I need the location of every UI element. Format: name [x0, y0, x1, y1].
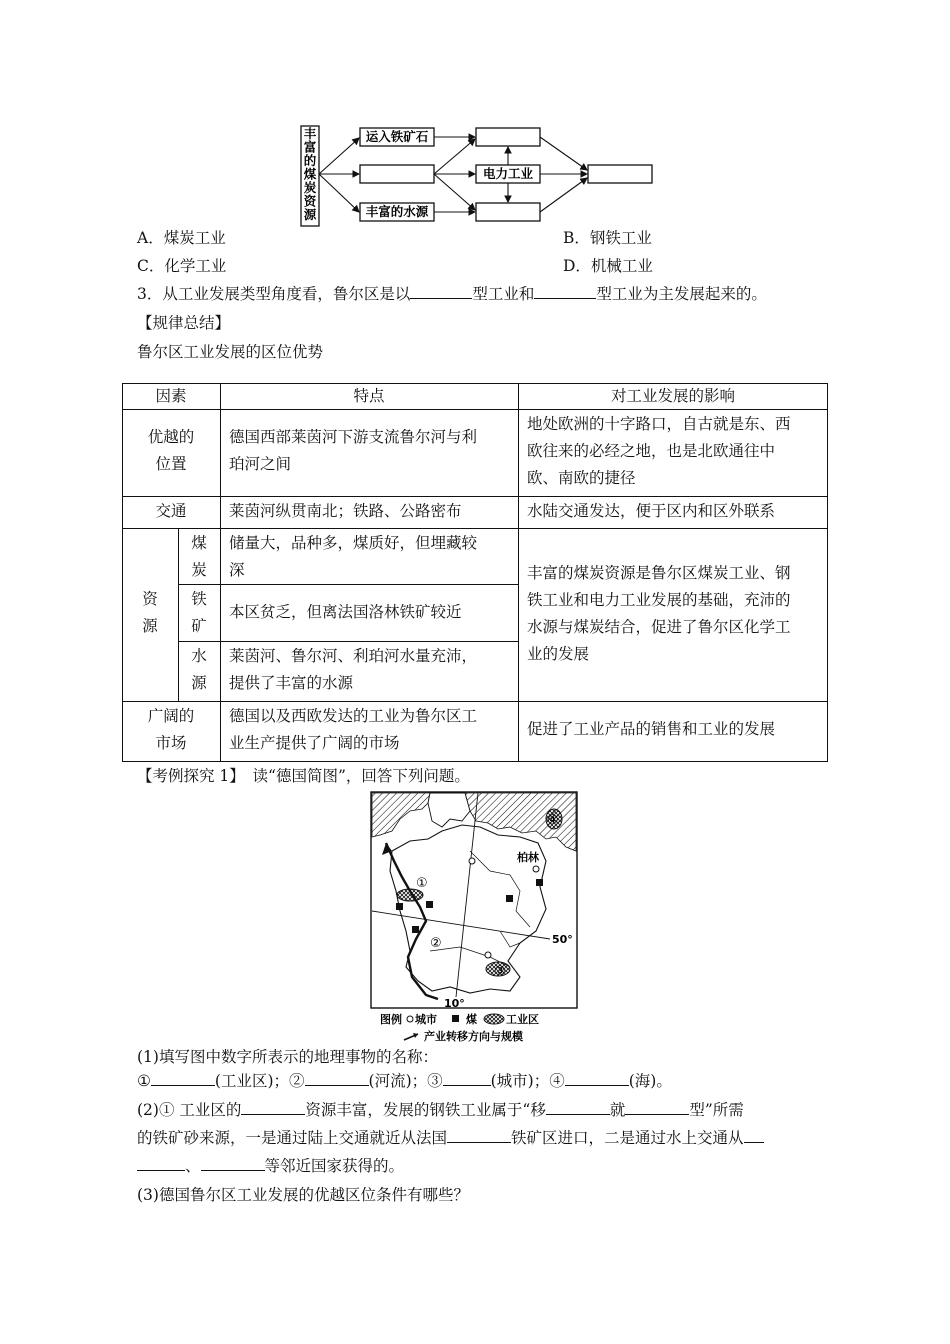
question-2-line-3: [137, 1154, 404, 1176]
q2-blank-6[interactable]: [201, 1155, 265, 1172]
sub-water-2: 源: [191, 674, 207, 692]
legend-industry: 工业区: [506, 1013, 539, 1026]
factor-market-1: 广阔的: [147, 707, 195, 725]
marker-1-label: ①: [416, 876, 428, 891]
q2-text-6: 铁矿区进口，二是通过水上交通从: [511, 1129, 744, 1147]
coal-marker: [536, 879, 543, 886]
factor-resource-2: 源: [142, 617, 158, 635]
coal-marker: [426, 901, 433, 908]
question-3: [137, 282, 767, 304]
q2-blank-3[interactable]: [625, 1099, 689, 1116]
header-feature: 特点: [353, 387, 385, 405]
box-blank-bottom: [476, 203, 540, 221]
q3-mid: 型工业和: [472, 285, 535, 303]
q2-text-7: 、: [185, 1157, 201, 1175]
feature-iron: 本区贫乏，但离法国洛林铁矿较近: [229, 603, 462, 621]
feature-location-1: 德国西部莱茵河下游支流鲁尔河与利: [229, 428, 478, 446]
germany-map: [370, 791, 580, 1043]
q3-suffix: 型工业为主发展起来的。: [596, 285, 767, 303]
marker-4-label: ④: [547, 813, 559, 828]
q2-text-3: 就: [609, 1101, 626, 1119]
example-heading: 【考例探究 1】 读“德国简图”，回答下列问题。: [137, 767, 470, 785]
sub-iron-1: 铁: [191, 590, 207, 608]
q1-blank-1[interactable]: [151, 1070, 215, 1087]
coal-resource-flow-diagram: [300, 124, 660, 228]
coal-marker: [506, 895, 513, 902]
impact-location-1: 地处欧洲的十字路口，自古就是东、西: [527, 415, 791, 433]
q2-text-4: 型”所需: [689, 1101, 744, 1119]
option-d[interactable]: D．机械工业: [563, 257, 653, 275]
lat-label: 50°: [552, 933, 573, 946]
question-2-line-1: [137, 1098, 744, 1120]
legend-coal-icon: [452, 1015, 459, 1022]
impact-location-3: 欧、南欧的捷径: [527, 469, 636, 487]
location-advantage-table: [122, 383, 828, 762]
question-1-blanks: [137, 1069, 672, 1091]
q1-blank-3[interactable]: [443, 1070, 491, 1087]
box-blank-left: [360, 165, 434, 183]
question-3-map: (3)德国鲁尔区工业发展的优越区位条件有哪些？: [137, 1186, 469, 1204]
lon-label: 10°: [444, 997, 465, 1010]
q1-blank-4[interactable]: [565, 1070, 629, 1087]
factor-transport: 交通: [155, 502, 187, 520]
impact-transport: 水陆交通发达，便于区内和区外联系: [527, 502, 776, 520]
legend-prefix: 图例: [380, 1013, 402, 1026]
feature-transport: 莱茵河纵贯南北；铁路、公路密布: [229, 502, 462, 520]
marker-3-label: ③: [494, 964, 506, 979]
feature-market-1: 德国以及西欧发达的工业为鲁尔区工: [229, 707, 478, 725]
legend-city-icon: [407, 1016, 413, 1022]
q1-label-2: (工业区)；②: [214, 1072, 305, 1090]
box-power-label: 电力工业: [482, 166, 534, 181]
q1-blank-2[interactable]: [305, 1070, 369, 1087]
feature-water-2: 提供了丰富的水源: [229, 674, 354, 692]
option-b[interactable]: B．钢铁工业: [563, 229, 652, 247]
feature-coal-1: 储量大，品种多，煤质好，但埋藏较: [229, 534, 478, 552]
q2-text-5: 的铁矿砂来源，一是通过陆上交通就近从法国: [137, 1129, 448, 1147]
flow-arrows: [319, 137, 587, 212]
summary-heading: 【规律总结】: [137, 314, 231, 332]
q2-blank-5a[interactable]: [744, 1127, 764, 1144]
feature-water-1: 莱茵河、鲁尔河、利珀河水量充沛，: [229, 647, 478, 665]
option-c[interactable]: C．化学工业: [137, 257, 227, 275]
feature-location-2: 珀河之间: [229, 455, 292, 473]
coal-marker: [396, 903, 403, 910]
box-blank-right: [588, 165, 652, 183]
legend-city: 城市: [415, 1013, 437, 1026]
header-impact: 对工业发展的影响: [610, 387, 735, 405]
impact-market: 促进了工业产品的销售和工业的发展: [527, 720, 776, 738]
option-a[interactable]: A．煤炭工业: [137, 229, 226, 247]
header-factor: 因素: [155, 387, 187, 405]
factor-market-2: 市场: [155, 734, 187, 752]
q1-label-1: ①: [137, 1072, 151, 1090]
impact-location-2: 欧往来的必经之地，也是北欧通往中: [527, 442, 776, 460]
feature-coal-2: 深: [229, 561, 245, 579]
impact-resource-4: 业的发展: [527, 645, 590, 663]
impact-resource-1: 丰富的煤炭资源是鲁尔区煤炭工业、钢: [527, 564, 791, 582]
summary-title: 鲁尔区工业发展的区位优势: [137, 343, 324, 361]
marker-2-label: ②: [430, 936, 442, 951]
q2-text-1: (2)① 工业区的: [137, 1101, 242, 1119]
box-blank-top: [476, 128, 540, 146]
factor-location-1: 优越的: [147, 428, 195, 446]
factor-resource-1: 资: [142, 590, 158, 608]
impact-resource-2: 铁工业和电力工业发展的基础，充沛的: [527, 591, 791, 609]
q1-label-3: (河流)；③: [368, 1072, 443, 1090]
q2-blank-5b[interactable]: [137, 1155, 185, 1172]
sub-iron-2: 矿: [191, 617, 207, 635]
legend-industry-icon: [484, 1014, 504, 1024]
q2-text-8: 等邻近国家获得的。: [264, 1157, 405, 1175]
q2-blank-2[interactable]: [546, 1099, 610, 1116]
city-marker: [469, 858, 475, 864]
question-2-line-2: [137, 1126, 764, 1148]
source-label: 丰富的煤炭资源: [303, 126, 317, 222]
legend-coal: 煤: [466, 1013, 477, 1026]
q2-text-2: 资源丰富，发展的钢铁工业属于“移: [305, 1101, 546, 1119]
city-marker-berlin: [533, 866, 539, 872]
sub-coal-2: 炭: [191, 561, 207, 579]
box-water-label: 丰富的水源: [365, 204, 429, 219]
coal-marker: [412, 926, 419, 933]
box-iron-ore-label: 运入铁矿石: [365, 129, 429, 144]
sub-coal-1: 煤: [191, 534, 207, 552]
q1-label-4: (城市)；④: [490, 1072, 565, 1090]
berlin-label: 柏林: [517, 851, 539, 864]
q2-blank-4[interactable]: [447, 1127, 511, 1144]
legend-arrow: 产业转移方向与规模: [424, 1030, 523, 1043]
q3-blank-1[interactable]: [410, 283, 472, 300]
map-legend: [380, 1012, 539, 1043]
question-1: (1)填写图中数字所表示的地理事物的名称：: [137, 1048, 438, 1066]
factor-location-2: 位置: [155, 455, 187, 473]
feature-market-2: 业生产提供了广阔的市场: [229, 734, 400, 752]
impact-resource-3: 水源与煤炭结合，促进了鲁尔区化学工: [527, 618, 791, 636]
sub-water-1: 水: [191, 647, 207, 665]
q3-prefix: 3．从工业发展类型角度看，鲁尔区是以: [137, 285, 411, 303]
q2-blank-1[interactable]: [241, 1099, 305, 1116]
q1-label-5: (海)。: [628, 1072, 672, 1090]
city-marker: [485, 952, 491, 958]
q3-blank-2[interactable]: [534, 283, 596, 300]
